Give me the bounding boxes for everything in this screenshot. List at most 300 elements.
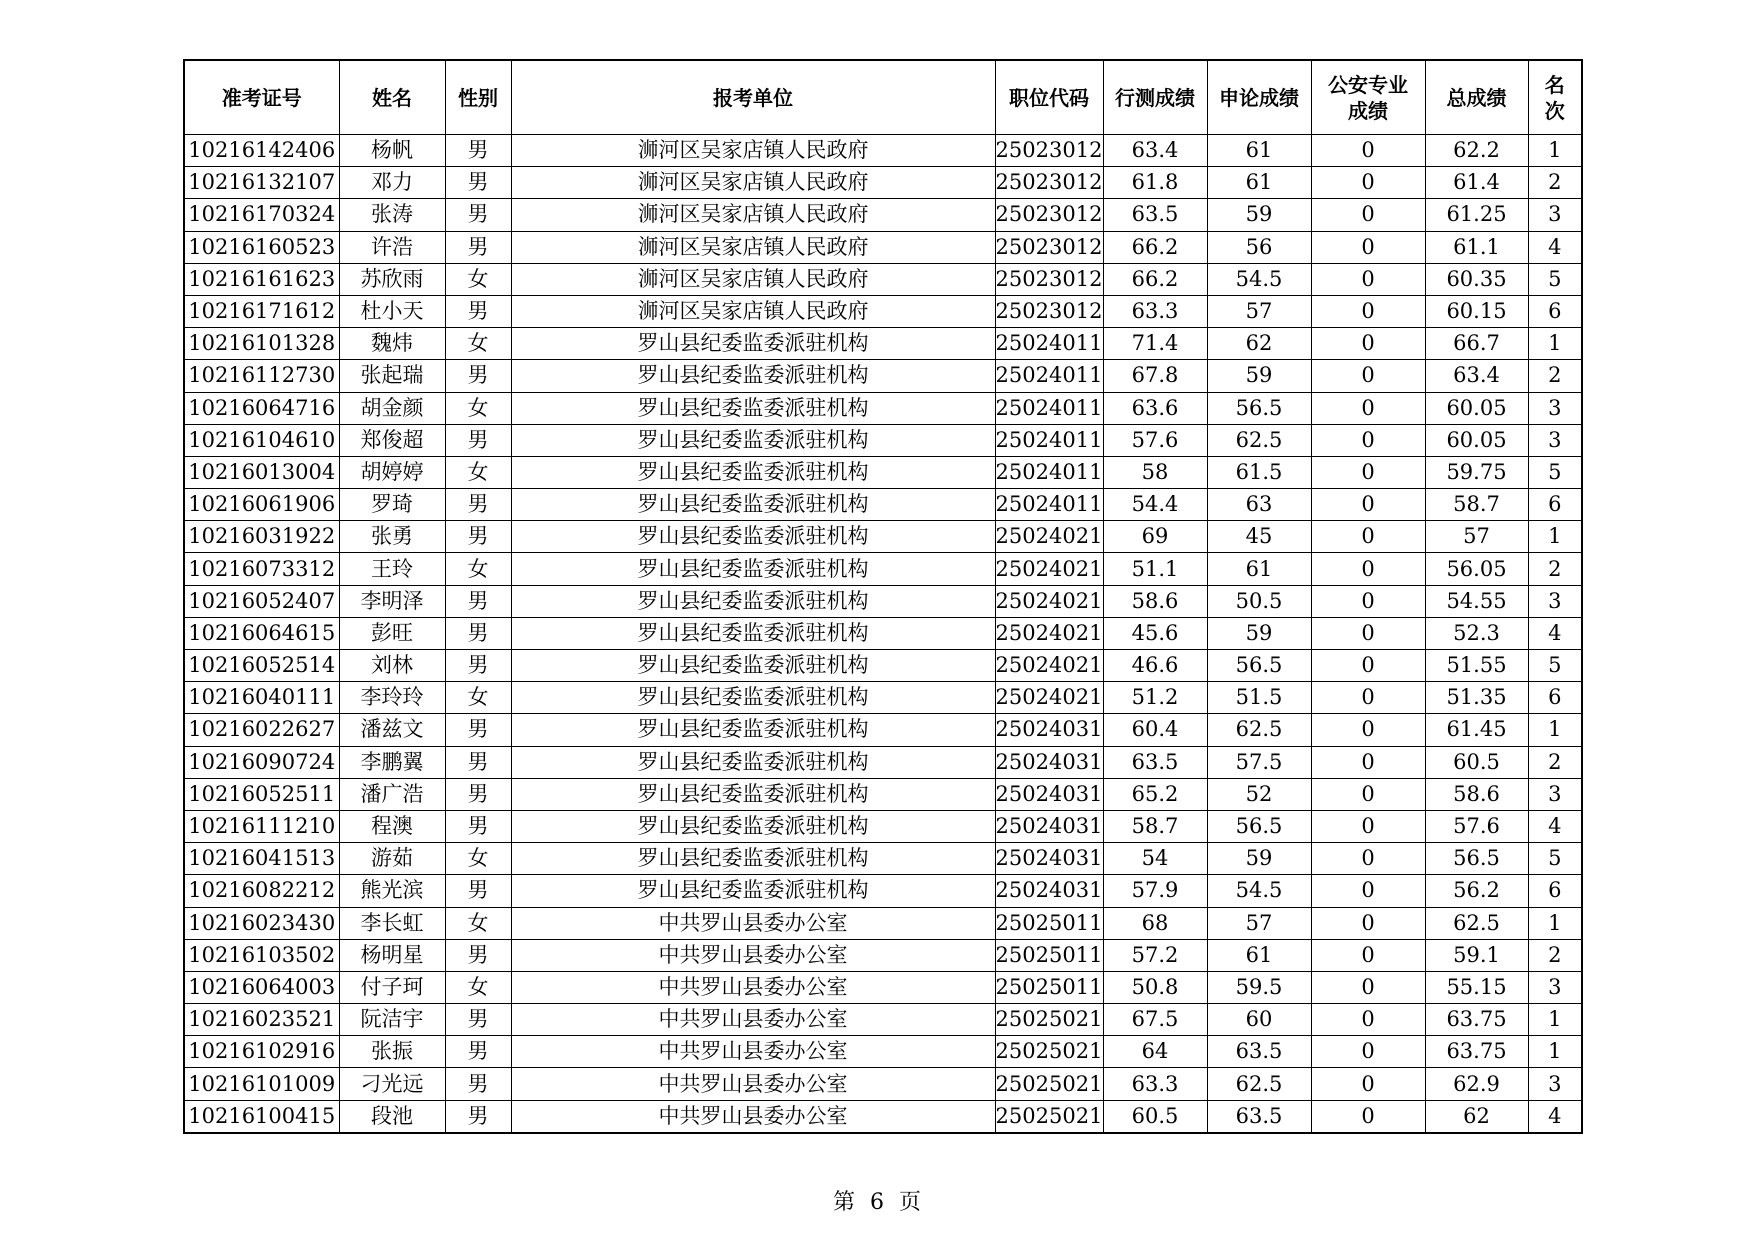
rank-cell: 2 xyxy=(1528,939,1582,971)
unit-cell: 罗山县纪委监委派驻机构 xyxy=(511,553,995,585)
gender-cell: 男 xyxy=(445,295,511,327)
shenlun-score-cell: 56.5 xyxy=(1207,650,1311,682)
position-code-cell: 25024021 xyxy=(995,682,1103,714)
name-cell: 熊光滨 xyxy=(339,875,445,907)
name-cell: 许浩 xyxy=(339,231,445,263)
total-score-cell: 61.1 xyxy=(1425,231,1528,263)
exam-id-cell: 10216061906 xyxy=(184,489,339,521)
gender-cell: 男 xyxy=(445,778,511,810)
unit-cell: 罗山县纪委监委派驻机构 xyxy=(511,456,995,488)
gender-cell: 男 xyxy=(445,810,511,842)
unit-cell: 罗山县纪委监委派驻机构 xyxy=(511,875,995,907)
total-score-cell: 61.45 xyxy=(1425,714,1528,746)
police-score-cell: 0 xyxy=(1311,971,1425,1003)
header-row xyxy=(184,60,1582,135)
gender-cell: 女 xyxy=(445,907,511,939)
shenlun-score-cell: 63.5 xyxy=(1207,1100,1311,1133)
rank-cell: 4 xyxy=(1528,1100,1582,1133)
shenlun-score-cell: 62.5 xyxy=(1207,424,1311,456)
name-cell: 阮洁宇 xyxy=(339,1004,445,1036)
exam-id-cell: 10216022627 xyxy=(184,714,339,746)
exam-id-cell: 10216064003 xyxy=(184,971,339,1003)
xingce-score-cell: 63.3 xyxy=(1103,1068,1207,1100)
rank-cell: 6 xyxy=(1528,682,1582,714)
police-score-cell: 0 xyxy=(1311,167,1425,199)
unit-cell: 罗山县纪委监委派驻机构 xyxy=(511,682,995,714)
total-score-cell: 59.75 xyxy=(1425,456,1528,488)
exam-id-cell: 10216171612 xyxy=(184,295,339,327)
police-score-cell: 0 xyxy=(1311,521,1425,553)
police-score-cell: 0 xyxy=(1311,810,1425,842)
shenlun-score-cell: 59 xyxy=(1207,843,1311,875)
exam-id-cell: 10216104610 xyxy=(184,424,339,456)
gender-cell: 男 xyxy=(445,521,511,553)
shenlun-score-cell: 57 xyxy=(1207,295,1311,327)
shenlun-score-cell: 61 xyxy=(1207,553,1311,585)
shenlun-score-cell: 50.5 xyxy=(1207,585,1311,617)
xingce-score-cell: 45.6 xyxy=(1103,617,1207,649)
table-row xyxy=(184,167,1582,199)
shenlun-score-cell: 62.5 xyxy=(1207,714,1311,746)
unit-cell: 浉河区吴家店镇人民政府 xyxy=(511,263,995,295)
xingce-score-cell: 60.4 xyxy=(1103,714,1207,746)
table-row xyxy=(184,650,1582,682)
exam-id-cell: 10216052511 xyxy=(184,778,339,810)
xingce-score-cell: 64 xyxy=(1103,1036,1207,1068)
total-score-cell: 51.55 xyxy=(1425,650,1528,682)
exam-id-cell: 10216161623 xyxy=(184,263,339,295)
xingce-score-cell: 63.3 xyxy=(1103,295,1207,327)
xingce-score-cell: 54 xyxy=(1103,843,1207,875)
exam-id-cell: 10216090724 xyxy=(184,746,339,778)
exam-id-cell: 10216101328 xyxy=(184,328,339,360)
xingce-score-cell: 63.5 xyxy=(1103,199,1207,231)
position-code-cell: 25024011 xyxy=(995,489,1103,521)
rank-cell: 2 xyxy=(1528,167,1582,199)
rank-cell: 3 xyxy=(1528,424,1582,456)
rank-cell: 3 xyxy=(1528,971,1582,1003)
table-row xyxy=(184,1068,1582,1100)
police-score-cell: 0 xyxy=(1311,1100,1425,1133)
rank-cell: 3 xyxy=(1528,585,1582,617)
total-score-cell: 62 xyxy=(1425,1100,1528,1133)
table-row xyxy=(184,843,1582,875)
rank-cell: 4 xyxy=(1528,231,1582,263)
unit-cell: 罗山县纪委监委派驻机构 xyxy=(511,714,995,746)
gender-cell: 男 xyxy=(445,360,511,392)
xingce-score-cell: 67.5 xyxy=(1103,1004,1207,1036)
gender-cell: 男 xyxy=(445,650,511,682)
xingce-score-cell: 60.5 xyxy=(1103,1100,1207,1133)
unit-cell: 浉河区吴家店镇人民政府 xyxy=(511,167,995,199)
name-cell: 张振 xyxy=(339,1036,445,1068)
total-score-cell: 56.05 xyxy=(1425,553,1528,585)
name-cell: 段池 xyxy=(339,1100,445,1133)
xingce-score-cell: 51.2 xyxy=(1103,682,1207,714)
exam-id-cell: 10216023430 xyxy=(184,907,339,939)
shenlun-score-cell: 59 xyxy=(1207,617,1311,649)
name-cell: 付子珂 xyxy=(339,971,445,1003)
table-row xyxy=(184,617,1582,649)
position-code-cell: 25025011 xyxy=(995,939,1103,971)
unit-cell: 罗山县纪委监委派驻机构 xyxy=(511,843,995,875)
xingce-score-cell: 66.2 xyxy=(1103,231,1207,263)
unit-cell: 浉河区吴家店镇人民政府 xyxy=(511,231,995,263)
exam-id-cell: 10216111210 xyxy=(184,810,339,842)
name-cell: 李玲玲 xyxy=(339,682,445,714)
exam-id-cell: 10216052514 xyxy=(184,650,339,682)
table-row xyxy=(184,456,1582,488)
table-row xyxy=(184,295,1582,327)
col-header-gender: 性别 xyxy=(445,60,511,135)
shenlun-score-cell: 63 xyxy=(1207,489,1311,521)
position-code-cell: 25024021 xyxy=(995,521,1103,553)
name-cell: 程澳 xyxy=(339,810,445,842)
col-header-xingce-score: 行测成绩 xyxy=(1103,60,1207,135)
shenlun-score-cell: 61 xyxy=(1207,939,1311,971)
police-score-cell: 0 xyxy=(1311,456,1425,488)
rank-cell: 5 xyxy=(1528,263,1582,295)
shenlun-score-cell: 59 xyxy=(1207,199,1311,231)
gender-cell: 女 xyxy=(445,392,511,424)
col-header-police-score: 公安专业成绩 xyxy=(1311,60,1425,135)
police-score-cell: 0 xyxy=(1311,1068,1425,1100)
unit-cell: 浉河区吴家店镇人民政府 xyxy=(511,199,995,231)
name-cell: 胡婷婷 xyxy=(339,456,445,488)
xingce-score-cell: 67.8 xyxy=(1103,360,1207,392)
name-cell: 魏炜 xyxy=(339,328,445,360)
xingce-score-cell: 58.7 xyxy=(1103,810,1207,842)
exam-id-cell: 10216103502 xyxy=(184,939,339,971)
unit-cell: 罗山县纪委监委派驻机构 xyxy=(511,521,995,553)
unit-cell: 中共罗山县委办公室 xyxy=(511,1100,995,1133)
xingce-score-cell: 57.9 xyxy=(1103,875,1207,907)
total-score-cell: 61.4 xyxy=(1425,167,1528,199)
exam-id-cell: 10216052407 xyxy=(184,585,339,617)
name-cell: 杜小天 xyxy=(339,295,445,327)
xingce-score-cell: 63.4 xyxy=(1103,135,1207,167)
name-cell: 郑俊超 xyxy=(339,424,445,456)
exam-id-cell: 10216101009 xyxy=(184,1068,339,1100)
xingce-score-cell: 46.6 xyxy=(1103,650,1207,682)
unit-cell: 中共罗山县委办公室 xyxy=(511,971,995,1003)
total-score-cell: 62.5 xyxy=(1425,907,1528,939)
unit-cell: 浉河区吴家店镇人民政府 xyxy=(511,135,995,167)
position-code-cell: 25023012 xyxy=(995,135,1103,167)
col-header-exam-id: 准考证号 xyxy=(184,60,339,135)
unit-cell: 浉河区吴家店镇人民政府 xyxy=(511,295,995,327)
name-cell: 罗琦 xyxy=(339,489,445,521)
name-cell: 苏欣雨 xyxy=(339,263,445,295)
xingce-score-cell: 51.1 xyxy=(1103,553,1207,585)
shenlun-score-cell: 57.5 xyxy=(1207,746,1311,778)
rank-cell: 3 xyxy=(1528,778,1582,810)
position-code-cell: 25024031 xyxy=(995,875,1103,907)
table-row xyxy=(184,585,1582,617)
table-row xyxy=(184,231,1582,263)
col-header-total-score: 总成绩 xyxy=(1425,60,1528,135)
position-code-cell: 25024011 xyxy=(995,456,1103,488)
gender-cell: 女 xyxy=(445,456,511,488)
position-code-cell: 25023012 xyxy=(995,167,1103,199)
unit-cell: 罗山县纪委监委派驻机构 xyxy=(511,617,995,649)
name-cell: 李鹏翼 xyxy=(339,746,445,778)
gender-cell: 男 xyxy=(445,617,511,649)
table-row xyxy=(184,392,1582,424)
exam-id-cell: 10216073312 xyxy=(184,553,339,585)
name-cell: 张勇 xyxy=(339,521,445,553)
table-body xyxy=(184,135,1582,1133)
total-score-cell: 63.75 xyxy=(1425,1004,1528,1036)
table-row xyxy=(184,199,1582,231)
gender-cell: 男 xyxy=(445,1100,511,1133)
name-cell: 李明泽 xyxy=(339,585,445,617)
unit-cell: 罗山县纪委监委派驻机构 xyxy=(511,585,995,617)
rank-cell: 6 xyxy=(1528,875,1582,907)
police-score-cell: 0 xyxy=(1311,907,1425,939)
police-score-cell: 0 xyxy=(1311,295,1425,327)
unit-cell: 中共罗山县委办公室 xyxy=(511,1036,995,1068)
table-row xyxy=(184,875,1582,907)
rank-cell: 1 xyxy=(1528,135,1582,167)
shenlun-score-cell: 60 xyxy=(1207,1004,1311,1036)
police-score-cell: 0 xyxy=(1311,1036,1425,1068)
total-score-cell: 63.75 xyxy=(1425,1036,1528,1068)
exam-id-cell: 10216112730 xyxy=(184,360,339,392)
exam-id-cell: 10216031922 xyxy=(184,521,339,553)
police-score-cell: 0 xyxy=(1311,875,1425,907)
position-code-cell: 25025021 xyxy=(995,1100,1103,1133)
gender-cell: 女 xyxy=(445,682,511,714)
shenlun-score-cell: 61 xyxy=(1207,135,1311,167)
position-code-cell: 25024021 xyxy=(995,553,1103,585)
total-score-cell: 54.55 xyxy=(1425,585,1528,617)
exam-id-cell: 10216160523 xyxy=(184,231,339,263)
col-header-unit: 报考单位 xyxy=(511,60,995,135)
table-row xyxy=(184,135,1582,167)
col-header-position-code: 职位代码 xyxy=(995,60,1103,135)
xingce-score-cell: 68 xyxy=(1103,907,1207,939)
gender-cell: 男 xyxy=(445,1004,511,1036)
position-code-cell: 25025011 xyxy=(995,971,1103,1003)
position-code-cell: 25025021 xyxy=(995,1004,1103,1036)
unit-cell: 罗山县纪委监委派驻机构 xyxy=(511,392,995,424)
police-score-cell: 0 xyxy=(1311,585,1425,617)
xingce-score-cell: 50.8 xyxy=(1103,971,1207,1003)
unit-cell: 罗山县纪委监委派驻机构 xyxy=(511,360,995,392)
total-score-cell: 57.6 xyxy=(1425,810,1528,842)
shenlun-score-cell: 56 xyxy=(1207,231,1311,263)
table-row xyxy=(184,939,1582,971)
gender-cell: 男 xyxy=(445,231,511,263)
exam-id-cell: 10216082212 xyxy=(184,875,339,907)
unit-cell: 罗山县纪委监委派驻机构 xyxy=(511,778,995,810)
unit-cell: 罗山县纪委监委派驻机构 xyxy=(511,746,995,778)
table-row xyxy=(184,360,1582,392)
total-score-cell: 58.7 xyxy=(1425,489,1528,521)
police-score-cell: 0 xyxy=(1311,199,1425,231)
rank-cell: 3 xyxy=(1528,199,1582,231)
exam-id-cell: 10216142406 xyxy=(184,135,339,167)
position-code-cell: 25025021 xyxy=(995,1036,1103,1068)
total-score-cell: 58.6 xyxy=(1425,778,1528,810)
position-code-cell: 25024021 xyxy=(995,585,1103,617)
shenlun-score-cell: 59 xyxy=(1207,360,1311,392)
police-score-cell: 0 xyxy=(1311,489,1425,521)
name-cell: 张起瑞 xyxy=(339,360,445,392)
table-row xyxy=(184,1036,1582,1068)
total-score-cell: 62.9 xyxy=(1425,1068,1528,1100)
total-score-cell: 59.1 xyxy=(1425,939,1528,971)
col-header-shenlun-score: 申论成绩 xyxy=(1207,60,1311,135)
gender-cell: 女 xyxy=(445,971,511,1003)
shenlun-score-cell: 51.5 xyxy=(1207,682,1311,714)
position-code-cell: 25024031 xyxy=(995,746,1103,778)
police-score-cell: 0 xyxy=(1311,1004,1425,1036)
position-code-cell: 25025021 xyxy=(995,1068,1103,1100)
shenlun-score-cell: 59.5 xyxy=(1207,971,1311,1003)
gender-cell: 女 xyxy=(445,553,511,585)
table-row xyxy=(184,489,1582,521)
name-cell: 刁光远 xyxy=(339,1068,445,1100)
name-cell: 杨帆 xyxy=(339,135,445,167)
police-score-cell: 0 xyxy=(1311,424,1425,456)
name-cell: 彭旺 xyxy=(339,617,445,649)
xingce-score-cell: 66.2 xyxy=(1103,263,1207,295)
xingce-score-cell: 54.4 xyxy=(1103,489,1207,521)
rank-cell: 6 xyxy=(1528,489,1582,521)
table-row xyxy=(184,424,1582,456)
xingce-score-cell: 71.4 xyxy=(1103,328,1207,360)
position-code-cell: 25024011 xyxy=(995,392,1103,424)
name-cell: 潘广浩 xyxy=(339,778,445,810)
gender-cell: 男 xyxy=(445,746,511,778)
xingce-score-cell: 58.6 xyxy=(1103,585,1207,617)
police-score-cell: 0 xyxy=(1311,714,1425,746)
page-footer xyxy=(0,1185,1754,1216)
exam-id-cell: 10216170324 xyxy=(184,199,339,231)
total-score-cell: 56.2 xyxy=(1425,875,1528,907)
unit-cell: 罗山县纪委监委派驻机构 xyxy=(511,650,995,682)
table-row xyxy=(184,746,1582,778)
gender-cell: 男 xyxy=(445,424,511,456)
table-row xyxy=(184,778,1582,810)
total-score-cell: 52.3 xyxy=(1425,617,1528,649)
police-score-cell: 0 xyxy=(1311,263,1425,295)
police-score-cell: 0 xyxy=(1311,617,1425,649)
rank-cell: 2 xyxy=(1528,553,1582,585)
exam-id-cell: 10216100415 xyxy=(184,1100,339,1133)
shenlun-score-cell: 63.5 xyxy=(1207,1036,1311,1068)
score-table xyxy=(183,59,1583,1134)
name-cell: 张涛 xyxy=(339,199,445,231)
police-score-cell: 0 xyxy=(1311,746,1425,778)
total-score-cell: 55.15 xyxy=(1425,971,1528,1003)
position-code-cell: 25024031 xyxy=(995,714,1103,746)
total-score-cell: 63.4 xyxy=(1425,360,1528,392)
shenlun-score-cell: 62 xyxy=(1207,328,1311,360)
shenlun-score-cell: 57 xyxy=(1207,907,1311,939)
exam-id-cell: 10216041513 xyxy=(184,843,339,875)
total-score-cell: 66.7 xyxy=(1425,328,1528,360)
xingce-score-cell: 61.8 xyxy=(1103,167,1207,199)
total-score-cell: 51.35 xyxy=(1425,682,1528,714)
name-cell: 胡金颜 xyxy=(339,392,445,424)
rank-cell: 5 xyxy=(1528,456,1582,488)
position-code-cell: 25024011 xyxy=(995,424,1103,456)
col-header-rank: 名次 xyxy=(1528,60,1582,135)
gender-cell: 男 xyxy=(445,939,511,971)
rank-cell: 4 xyxy=(1528,617,1582,649)
total-score-cell: 57 xyxy=(1425,521,1528,553)
position-code-cell: 25024021 xyxy=(995,650,1103,682)
position-code-cell: 25024011 xyxy=(995,360,1103,392)
shenlun-score-cell: 62.5 xyxy=(1207,1068,1311,1100)
xingce-score-cell: 63.6 xyxy=(1103,392,1207,424)
total-score-cell: 60.15 xyxy=(1425,295,1528,327)
table-row xyxy=(184,1004,1582,1036)
exam-id-cell: 10216064716 xyxy=(184,392,339,424)
exam-id-cell: 10216132107 xyxy=(184,167,339,199)
name-cell: 潘兹文 xyxy=(339,714,445,746)
rank-cell: 6 xyxy=(1528,295,1582,327)
police-score-cell: 0 xyxy=(1311,135,1425,167)
table-row xyxy=(184,714,1582,746)
police-score-cell: 0 xyxy=(1311,392,1425,424)
name-cell: 邓力 xyxy=(339,167,445,199)
police-score-cell: 0 xyxy=(1311,778,1425,810)
rank-cell: 5 xyxy=(1528,843,1582,875)
exam-id-cell: 10216023521 xyxy=(184,1004,339,1036)
name-cell: 杨明星 xyxy=(339,939,445,971)
table-row xyxy=(184,263,1582,295)
rank-cell: 1 xyxy=(1528,328,1582,360)
unit-cell: 罗山县纪委监委派驻机构 xyxy=(511,328,995,360)
total-score-cell: 60.35 xyxy=(1425,263,1528,295)
unit-cell: 中共罗山县委办公室 xyxy=(511,939,995,971)
position-code-cell: 25023012 xyxy=(995,231,1103,263)
gender-cell: 男 xyxy=(445,1068,511,1100)
xingce-score-cell: 69 xyxy=(1103,521,1207,553)
gender-cell: 男 xyxy=(445,167,511,199)
table-row xyxy=(184,971,1582,1003)
xingce-score-cell: 63.5 xyxy=(1103,746,1207,778)
gender-cell: 男 xyxy=(445,1036,511,1068)
police-score-cell: 0 xyxy=(1311,843,1425,875)
position-code-cell: 25025011 xyxy=(995,907,1103,939)
rank-cell: 5 xyxy=(1528,650,1582,682)
table-row xyxy=(184,553,1582,585)
position-code-cell: 25024031 xyxy=(995,810,1103,842)
total-score-cell: 61.25 xyxy=(1425,199,1528,231)
shenlun-score-cell: 54.5 xyxy=(1207,263,1311,295)
total-score-cell: 60.05 xyxy=(1425,424,1528,456)
total-score-cell: 60.5 xyxy=(1425,746,1528,778)
total-score-cell: 60.05 xyxy=(1425,392,1528,424)
shenlun-score-cell: 61 xyxy=(1207,167,1311,199)
unit-cell: 中共罗山县委办公室 xyxy=(511,1068,995,1100)
shenlun-score-cell: 56.5 xyxy=(1207,810,1311,842)
shenlun-score-cell: 61.5 xyxy=(1207,456,1311,488)
unit-cell: 罗山县纪委监委派驻机构 xyxy=(511,489,995,521)
rank-cell: 1 xyxy=(1528,714,1582,746)
footer-suffix: 页 xyxy=(899,1190,922,1215)
gender-cell: 女 xyxy=(445,263,511,295)
police-score-cell: 0 xyxy=(1311,360,1425,392)
gender-cell: 男 xyxy=(445,714,511,746)
unit-cell: 罗山县纪委监委派驻机构 xyxy=(511,424,995,456)
xingce-score-cell: 58 xyxy=(1103,456,1207,488)
